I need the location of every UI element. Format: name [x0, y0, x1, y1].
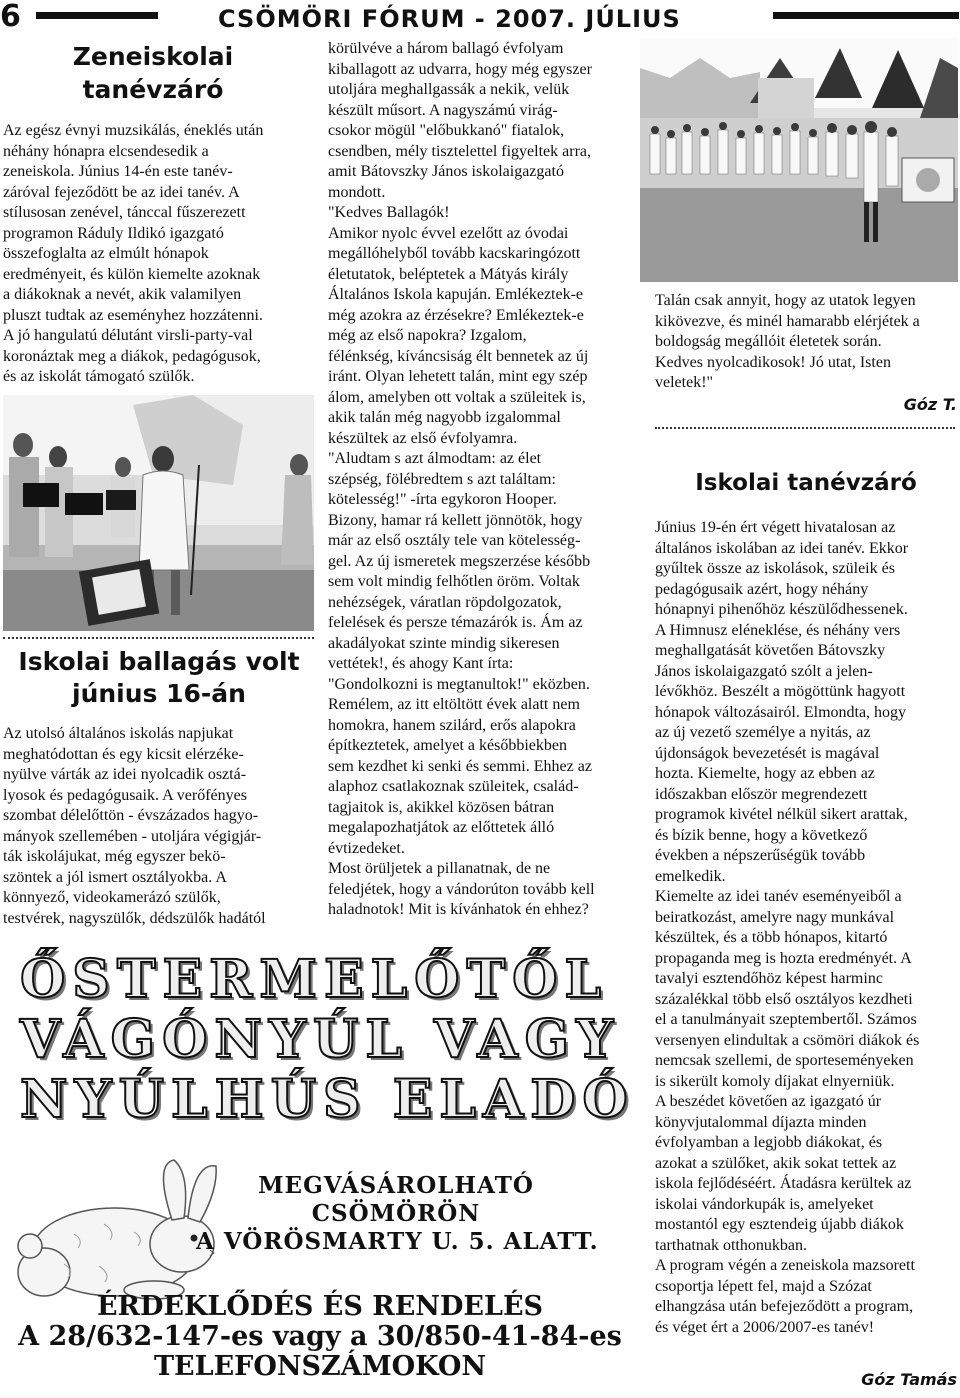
text-line: megalapozhatjátok az előttetek álló	[328, 819, 555, 836]
text-line: hónapnyi pihenőhöz készülődhessenek.	[655, 601, 908, 618]
text-line: testvérek, nagyszülők, dédszülők hadától	[3, 909, 266, 927]
text-line: Talán csak annyit, hogy az utatok legyen	[655, 292, 916, 309]
text-line: körülvéve a három ballagó évfolyam	[328, 40, 564, 57]
text-line: "Gondolkozni is megtanultok!" eközben.	[328, 675, 590, 693]
text-line: iskolai vándorkupák is, amelyeket	[655, 1195, 874, 1213]
article-body-graduation-col1	[3, 724, 314, 929]
graduation-photo-image	[640, 38, 958, 282]
text-line: "Aludtam s azt álmodtam: az élet	[328, 450, 542, 467]
text-line: mányok szellemében - utoljára végigjár-	[3, 827, 262, 845]
text-line: utoljára meghallgassák a nekik, velük	[328, 81, 570, 98]
text-line: meghatódottan és egy kicsit elérzéke-	[3, 745, 244, 763]
text-line: és bízik benne, hogy a következő	[655, 826, 868, 844]
text-line: koronáztak meg a diákok, pedagógusok,	[3, 347, 261, 365]
ad-contact-line: A 28/632-147-es vagy a 30/850-41-84-es	[18, 1321, 622, 1352]
text-line: haladnotok! Mit is kívánhatok én ehhez?	[328, 901, 589, 918]
text-line: Általános Iskola kapuján. Emlékeztek-e	[328, 286, 584, 303]
text-line: versenyen elindultak a csömöri diákok és	[655, 1031, 920, 1049]
text-line: időszakban először megrendezett	[655, 785, 868, 803]
text-line: építkeztetek, amelyet a későbbiekben	[328, 737, 568, 754]
title-line: Zeneiskolai	[72, 42, 234, 71]
text-line: amit Bátovszky János iskolaigazgató	[328, 163, 564, 180]
text-line: Most örüljetek a pillanatnak, de ne	[328, 860, 551, 877]
text-line: általános iskolában az idei tanév. Ekkor	[655, 539, 909, 557]
text-line: eredményeit, és külön kiemelte azoknak	[3, 265, 261, 283]
concert-photo	[3, 395, 314, 631]
text-line: összefoglalta az elmúlt hónapok	[3, 245, 209, 262]
text-line: pedagógusaik azért, hogy néhány	[655, 580, 869, 598]
text-line: nyülve várták az idei nyolcadik osztá-	[3, 766, 247, 783]
text-line: Kedves nyolcadikosok! Jó utat, Isten	[655, 353, 891, 371]
title-line: Iskolai ballagás volt	[18, 647, 300, 676]
article-body-music-school	[3, 121, 306, 388]
text-line: az új vezető személye a nyitás, az	[655, 724, 871, 741]
ad-headline-line: ŐSTERMELŐTŐL	[20, 949, 609, 1010]
text-line: emelkedik.	[655, 867, 726, 885]
text-line: lévőkhöz. Beszélt a mögöttünk hagyott	[655, 683, 906, 700]
text-line: zeneiskola. Június 14-én este tanév-	[3, 163, 233, 180]
ad-contact-line: ÉRDEKLŐDÉS ÉS RENDELÉS	[96, 1291, 544, 1322]
text-line: János iskolaigazgató szólt a jelen-	[655, 662, 873, 680]
ad-headline	[20, 950, 640, 1130]
text-line: kikövezve, és minél hamarabb elérjétek a	[655, 312, 920, 330]
article-signature-school-year-end: Góz Tamás	[861, 1370, 957, 1389]
text-line: elhangzása után befejeződött a program,	[655, 1298, 914, 1315]
text-line: csoportja lépett fel, majd a Szózat	[655, 1277, 872, 1295]
text-line: hozta. Kiemelte, hogy az ebben az	[655, 765, 875, 782]
text-line: akadályokat szinte mindig sikeresen	[328, 634, 560, 652]
text-line: veletek!"	[655, 374, 714, 391]
text-line: életutatok, beléptetek a Mátyás király	[328, 265, 569, 283]
text-line: meghallgatását követően Bátovszky	[655, 642, 886, 659]
text-line: akik talán még nagyobb izgalommal	[328, 409, 561, 426]
rabbit-advertisement	[0, 944, 644, 1398]
text-line: évtizedeket.	[328, 839, 405, 857]
text-line: boldogság megállóit életetek során.	[655, 333, 882, 350]
text-line: és az iskolát támogató szülők.	[3, 368, 195, 385]
text-line: "Kedves Ballagók!	[328, 204, 450, 221]
text-line: Bizony, hamar rá kellett jönnötök, hogy	[328, 511, 583, 529]
text-line: nehézségek, váratlan röpdolgozatok,	[328, 593, 562, 611]
text-line: A jó hangulatú délutánt virsli-party-val	[3, 327, 253, 344]
text-line: beiratkozást, amelyre nagy munkával	[655, 908, 895, 926]
text-line: Amikor nyolc évvel ezelőtt az óvodai	[328, 224, 569, 242]
text-line: álom, amelyben ott voltak a szüleitek is,	[328, 388, 586, 406]
text-line: csokor mögül "előbukkanó" fiatalok,	[328, 122, 565, 139]
text-line: még az első napokra? Izgalom,	[328, 327, 527, 344]
text-line: záróval fejeződött be az idei tanév. A	[3, 183, 240, 201]
text-line: újdonságok bevezetését is magával	[655, 744, 880, 762]
text-line: készültek, és a több hónapos, kitartó	[655, 929, 888, 946]
text-line: hónapok változásairól. Elmondta, hogy	[655, 703, 907, 721]
header-rule-right	[773, 12, 959, 19]
text-line: programon Ráduly Ildikó igazgató	[3, 224, 224, 242]
divider-dotted	[3, 637, 314, 639]
text-line: sem kezdhet ki senki és semmi. Ehhez az	[328, 757, 592, 775]
ad-address-line: CSÖMÖRÖN	[311, 1200, 481, 1227]
ad-headline-line: NYÚLHÚS ELADÓ	[20, 1069, 635, 1130]
ad-contact	[0, 1292, 640, 1382]
text-line: tavalyi esztendőhöz képest harminc	[655, 970, 883, 987]
ad-address-line: A VÖRÖSMARTY U. 5. ALATT.	[196, 1228, 599, 1255]
text-line: könnyező, videokamerázó szülők,	[3, 889, 221, 906]
text-line: el a tanulmányait szeptembertől. Számos	[655, 1011, 917, 1028]
text-line: azokat a szülőket, akik sokat tettek az	[655, 1154, 897, 1172]
text-line: kiballagott az udvarra, hogy még egyszer	[328, 60, 592, 78]
text-line: Az egész évnyi muzsikálás, éneklés után	[3, 122, 264, 139]
ad-address-line: MEGVÁSÁROLHATÓ	[258, 1172, 534, 1199]
text-line: sem volt mindig felhőtlen öröm. Voltak	[328, 573, 580, 590]
article-title-graduation	[0, 646, 318, 710]
text-line: már az első osztály tele van kötelesség-	[328, 532, 581, 549]
text-line: néhány hónapra elcsendesedik a	[3, 142, 209, 160]
article-body-school-year-end	[655, 518, 957, 1338]
text-line: iskola fejlődéséért. Átadásra kerültek az	[655, 1175, 912, 1192]
text-line: A program végén a zeneiskola mazsorett	[655, 1257, 915, 1274]
ad-address	[196, 1172, 599, 1256]
text-line: A Himnusz eléneklése, és néhány vers	[655, 621, 901, 639]
text-line: lyosok és pedagógusaik. A verőfényes	[3, 786, 247, 804]
text-line: mostantól egy esztendeig újabb diákok	[655, 1216, 904, 1233]
text-line: készült műsort. A nagyszámú virág-	[328, 101, 558, 119]
article-body-graduation-col3	[655, 291, 957, 394]
text-line: megállóhelyből tovább kacskaringózott	[328, 245, 581, 262]
text-line: Június 19-én ért végett hivatalosan az	[655, 519, 896, 536]
text-line: iránt. Olyan lehetett talán, mint egy szép	[328, 368, 588, 385]
text-line: évfolyamban a legjobb diákokat, és	[655, 1134, 883, 1151]
text-line: stílusosan zenével, tánccal fűszerezett	[3, 204, 246, 221]
title-line: tanévzáró	[82, 75, 224, 104]
article-body-graduation-col2	[328, 39, 631, 921]
text-line: Kiemelte az idei tanév eseményeiből a	[655, 888, 902, 905]
text-line: alaphoz csatlakoznak szüleitek, család-	[328, 778, 579, 795]
text-line: gyűltek össze az iskolások, szüleik és	[655, 560, 895, 577]
text-line: készültek az első évfolyamra.	[328, 429, 518, 447]
page-number: 6	[0, 0, 21, 34]
text-line: százalékkal több első osztályos kezdheti	[655, 990, 913, 1008]
text-line: félénkség, kíváncsiság élt bennetek az új	[328, 347, 589, 365]
ad-headline-line: VÁGÓNYÚL VAGY	[20, 1009, 621, 1070]
article-title-music-school	[0, 40, 306, 106]
text-line: mondott.	[328, 183, 386, 201]
ad-contact-line: TELEFONSZÁMOKON	[153, 1351, 487, 1382]
text-line: tarthatnak otthonukban.	[655, 1236, 807, 1254]
concert-photo-image	[3, 395, 314, 631]
article-title-school-year-end: Iskolai tanévzáró	[695, 470, 917, 496]
text-line: nemcsak szellemi, de sporteseményeken	[655, 1052, 914, 1069]
text-line: gel. Az új ismeretek megszerzése később	[328, 552, 591, 570]
text-line: könyvjutalommal díjazta minden	[655, 1113, 867, 1131]
masthead-title: CSÖMÖRI FÓRUM - 2007. JÚLIUS	[218, 5, 681, 33]
text-line: programok kivétel nélkül sikert arattak,	[655, 806, 908, 823]
text-line: Az utolsó általános iskolás napjukat	[3, 725, 234, 742]
text-line: ták iskolájukat, még egyszer bekö-	[3, 848, 226, 865]
article-signature-graduation: Góz T.	[903, 395, 957, 414]
text-line: Remélem, az itt eltöltött évek alatt nem	[328, 696, 580, 713]
text-line: szombat délelőttön - évszázados hagyo-	[3, 807, 259, 824]
text-line: tagjaitok is, akikkel közösen bátran	[328, 798, 555, 816]
divider-dotted	[655, 427, 955, 429]
text-line: szöntek a jól ismert osztályokba. A	[3, 868, 227, 886]
title-line: június 16-án	[72, 679, 246, 708]
graduation-photo	[640, 38, 958, 282]
text-line: és véget ért a 2006/2007-es tanév!	[655, 1318, 875, 1336]
header-rule-left	[36, 12, 158, 19]
text-line: felelések és persze témazárók is. Ám az	[328, 614, 583, 631]
text-line: is sikerült komoly díjakat elnyerniük.	[655, 1072, 895, 1090]
text-line: a diákoknak a nevét, akik valamilyen	[3, 286, 242, 303]
text-line: években a népszerűségük tovább	[655, 847, 866, 864]
text-line: vettétek!, és ahogy Kant írta:	[328, 655, 514, 672]
text-line: még azokra az érzésekre? Emlékeztek-e	[328, 306, 584, 324]
text-line: pluszt tudtak az eseményhez hozzátenni.	[3, 306, 263, 324]
text-line: A beszédet követően az igazgató úr	[655, 1093, 882, 1110]
text-line: homokra, hanem szilárd, erős alapokra	[328, 716, 576, 734]
text-line: csendben, mély tisztelettel figyeltek arra,	[328, 142, 591, 160]
text-line: szépség, fölébredtem s azt találtam:	[328, 470, 556, 488]
text-line: kötelesség!" -írta egykoron Hooper.	[328, 491, 557, 508]
text-line: propaganda meg is hozta eredményét. A	[655, 949, 912, 967]
text-line: feledjétek, hogy a vándorúton tovább kell	[328, 880, 595, 898]
